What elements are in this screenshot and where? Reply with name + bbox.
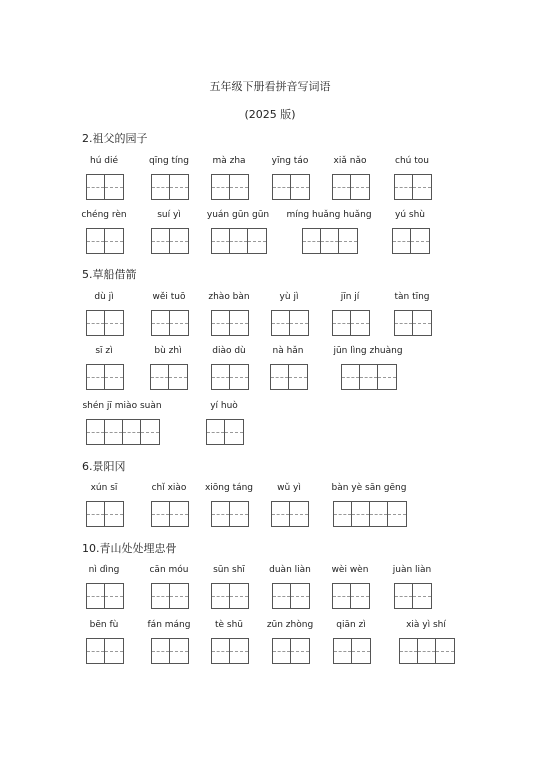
writing-cell[interactable]	[230, 175, 248, 199]
pinyin-label: chú tou	[395, 156, 429, 166]
writing-grid[interactable]	[206, 419, 244, 445]
writing-grid[interactable]	[86, 501, 124, 527]
writing-cell[interactable]	[289, 365, 307, 389]
writing-cell[interactable]	[339, 229, 357, 253]
writing-grid[interactable]	[151, 228, 189, 254]
writing-grid[interactable]	[151, 174, 189, 200]
writing-cell[interactable]	[87, 502, 105, 526]
edition-label: (2025 版)	[244, 108, 296, 121]
writing-cell[interactable]	[152, 311, 170, 335]
writing-grid[interactable]	[86, 174, 124, 200]
writing-grid[interactable]	[333, 638, 371, 664]
pinyin-label: cān móu	[149, 565, 189, 575]
writing-cell[interactable]	[87, 229, 105, 253]
writing-cell[interactable]	[170, 639, 188, 663]
writing-cell[interactable]	[212, 229, 230, 253]
pinyin-label: yīng táo	[271, 156, 309, 166]
writing-cell[interactable]	[212, 584, 230, 608]
writing-cell[interactable]	[351, 584, 369, 608]
writing-grid[interactable]	[271, 501, 309, 527]
writing-grid[interactable]	[332, 174, 370, 200]
writing-grid[interactable]	[211, 228, 267, 254]
pinyin-label: zūn zhòng	[266, 620, 314, 630]
writing-grid[interactable]	[211, 583, 249, 609]
writing-cell[interactable]	[351, 311, 369, 335]
pinyin-label: hú dié	[89, 156, 119, 166]
writing-cell[interactable]	[271, 365, 289, 389]
pinyin-label: jīn jí	[340, 292, 360, 302]
writing-cell[interactable]	[413, 311, 431, 335]
pinyin-label: sūn shī	[213, 565, 245, 575]
writing-cell[interactable]	[170, 311, 188, 335]
writing-cell[interactable]	[212, 311, 230, 335]
writing-cell[interactable]	[87, 175, 105, 199]
pinyin-label: chéng rèn	[81, 210, 127, 220]
writing-grid[interactable]	[332, 310, 370, 336]
writing-cell[interactable]	[352, 639, 370, 663]
writing-cell[interactable]	[123, 420, 141, 444]
writing-cell[interactable]	[273, 639, 291, 663]
writing-cell[interactable]	[105, 639, 123, 663]
writing-grid[interactable]	[211, 638, 249, 664]
writing-cell[interactable]	[273, 584, 291, 608]
writing-cell[interactable]	[207, 420, 225, 444]
writing-grid[interactable]	[151, 501, 189, 527]
writing-grid[interactable]	[150, 364, 188, 390]
writing-grid[interactable]	[86, 583, 124, 609]
writing-grid[interactable]	[211, 174, 249, 200]
writing-cell[interactable]	[413, 175, 431, 199]
section-title: 10.青山处处埋忠骨	[82, 542, 177, 555]
section-title: 2.祖父的园子	[82, 132, 148, 145]
writing-cell[interactable]	[248, 229, 266, 253]
writing-grid[interactable]	[86, 364, 124, 390]
writing-grid[interactable]	[86, 310, 124, 336]
writing-cell[interactable]	[400, 639, 418, 663]
writing-cell[interactable]	[87, 311, 105, 335]
pinyin-label: xiǎ nǎo	[333, 156, 367, 166]
writing-cell[interactable]	[272, 502, 290, 526]
writing-cell[interactable]	[87, 365, 105, 389]
writing-cell[interactable]	[105, 502, 123, 526]
writing-cell[interactable]	[334, 502, 352, 526]
pinyin-label: nì dìng	[88, 565, 120, 575]
writing-grid[interactable]	[394, 310, 432, 336]
writing-grid[interactable]	[211, 501, 249, 527]
writing-cell[interactable]	[290, 311, 308, 335]
pinyin-label: bù zhì	[154, 346, 182, 356]
writing-cell[interactable]	[170, 584, 188, 608]
pinyin-label: juàn liàn	[392, 565, 432, 575]
writing-grid[interactable]	[86, 419, 160, 445]
writing-cell[interactable]	[393, 229, 411, 253]
writing-grid[interactable]	[394, 583, 432, 609]
writing-grid[interactable]	[211, 364, 249, 390]
pinyin-label: qiān zì	[336, 620, 366, 630]
writing-grid[interactable]	[302, 228, 358, 254]
writing-cell[interactable]	[290, 502, 308, 526]
pinyin-label: yù jì	[279, 292, 299, 302]
writing-cell[interactable]	[151, 365, 169, 389]
writing-cell[interactable]	[370, 502, 388, 526]
writing-cell[interactable]	[388, 502, 406, 526]
writing-cell[interactable]	[230, 229, 248, 253]
writing-grid[interactable]	[270, 364, 308, 390]
writing-grid[interactable]	[86, 638, 124, 664]
writing-cell[interactable]	[333, 311, 351, 335]
writing-cell[interactable]	[272, 311, 290, 335]
pinyin-label: bàn yè sān gēng	[331, 483, 407, 493]
writing-cell[interactable]	[411, 229, 429, 253]
pinyin-label: wèi wèn	[331, 565, 369, 575]
writing-cell[interactable]	[152, 175, 170, 199]
pinyin-label: bēn fù	[89, 620, 119, 630]
pinyin-label: qīng tíng	[149, 156, 189, 166]
writing-cell[interactable]	[105, 311, 123, 335]
pinyin-label: jūn lìng zhuàng	[333, 346, 403, 356]
writing-grid[interactable]	[399, 638, 455, 664]
writing-cell[interactable]	[321, 229, 339, 253]
writing-cell[interactable]	[334, 639, 352, 663]
pinyin-label: chǐ xiào	[151, 483, 187, 493]
pinyin-label: míng huǎng huǎng	[286, 210, 372, 220]
writing-cell[interactable]	[360, 365, 378, 389]
writing-grid[interactable]	[151, 310, 189, 336]
writing-grid[interactable]	[333, 501, 407, 527]
writing-cell[interactable]	[418, 639, 436, 663]
writing-cell[interactable]	[333, 584, 351, 608]
writing-grid[interactable]	[341, 364, 397, 390]
writing-cell[interactable]	[333, 175, 351, 199]
pinyin-label: dù jì	[94, 292, 114, 302]
writing-grid[interactable]	[151, 638, 189, 664]
writing-cell[interactable]	[395, 311, 413, 335]
writing-cell[interactable]	[230, 584, 248, 608]
writing-cell[interactable]	[230, 365, 248, 389]
writing-cell[interactable]	[212, 365, 230, 389]
writing-cell[interactable]	[225, 420, 243, 444]
pinyin-label: wǔ yì	[277, 483, 301, 493]
pinyin-label: zhào bàn	[208, 292, 250, 302]
pinyin-label: xún sī	[90, 483, 118, 493]
pinyin-label: diào dù	[212, 346, 246, 356]
pinyin-label: nà hǎn	[272, 346, 304, 356]
writing-cell[interactable]	[141, 420, 159, 444]
pinyin-label: duàn liàn	[269, 565, 311, 575]
writing-cell[interactable]	[105, 175, 123, 199]
pinyin-label: wěi tuō	[152, 292, 186, 302]
writing-grid[interactable]	[211, 310, 249, 336]
writing-cell[interactable]	[230, 311, 248, 335]
writing-cell[interactable]	[395, 584, 413, 608]
writing-grid[interactable]	[151, 583, 189, 609]
writing-cell[interactable]	[105, 584, 123, 608]
writing-cell[interactable]	[152, 584, 170, 608]
pinyin-label: sī zì	[95, 346, 113, 356]
pinyin-label: yú shù	[395, 210, 425, 220]
writing-cell[interactable]	[291, 584, 309, 608]
writing-grid[interactable]	[394, 174, 432, 200]
pinyin-label: xià yì shí	[406, 620, 446, 630]
writing-cell[interactable]	[169, 365, 187, 389]
writing-cell[interactable]	[212, 639, 230, 663]
writing-cell[interactable]	[395, 175, 413, 199]
writing-cell[interactable]	[351, 175, 369, 199]
writing-cell[interactable]	[436, 639, 454, 663]
writing-grid[interactable]	[332, 583, 370, 609]
writing-cell[interactable]	[87, 420, 105, 444]
writing-cell[interactable]	[273, 175, 291, 199]
writing-cell[interactable]	[152, 639, 170, 663]
writing-cell[interactable]	[105, 420, 123, 444]
writing-cell[interactable]	[378, 365, 396, 389]
writing-cell[interactable]	[152, 229, 170, 253]
page-title: 五年级下册看拼音写词语	[209, 80, 331, 93]
pinyin-label: yuán gūn gūn	[206, 210, 270, 220]
writing-cell[interactable]	[303, 229, 321, 253]
pinyin-label: suí yì	[157, 210, 181, 220]
writing-cell[interactable]	[87, 584, 105, 608]
writing-grid[interactable]	[272, 638, 310, 664]
pinyin-label: yí huò	[210, 401, 238, 411]
writing-grid[interactable]	[86, 228, 124, 254]
writing-grid[interactable]	[392, 228, 430, 254]
writing-grid[interactable]	[272, 174, 310, 200]
section-title: 5.草船借箭	[82, 268, 137, 281]
pinyin-label: mà zha	[212, 156, 246, 166]
pinyin-label: fán máng	[147, 620, 191, 630]
writing-cell[interactable]	[170, 175, 188, 199]
pinyin-label: tàn tīng	[394, 292, 430, 302]
writing-cell[interactable]	[105, 229, 123, 253]
pinyin-label: shén jī miào suàn	[82, 401, 162, 411]
writing-cell[interactable]	[230, 502, 248, 526]
writing-cell[interactable]	[342, 365, 360, 389]
writing-cell[interactable]	[291, 639, 309, 663]
section-title: 6.景阳冈	[82, 460, 126, 473]
writing-grid[interactable]	[271, 310, 309, 336]
writing-cell[interactable]	[105, 365, 123, 389]
writing-cell[interactable]	[170, 229, 188, 253]
writing-grid[interactable]	[272, 583, 310, 609]
writing-cell[interactable]	[87, 639, 105, 663]
pinyin-label: xiōng táng	[204, 483, 254, 493]
writing-cell[interactable]	[291, 175, 309, 199]
writing-cell[interactable]	[212, 502, 230, 526]
writing-cell[interactable]	[352, 502, 370, 526]
writing-cell[interactable]	[230, 639, 248, 663]
writing-cell[interactable]	[170, 502, 188, 526]
writing-cell[interactable]	[152, 502, 170, 526]
writing-cell[interactable]	[212, 175, 230, 199]
writing-cell[interactable]	[413, 584, 431, 608]
pinyin-label: tè shū	[214, 620, 244, 630]
